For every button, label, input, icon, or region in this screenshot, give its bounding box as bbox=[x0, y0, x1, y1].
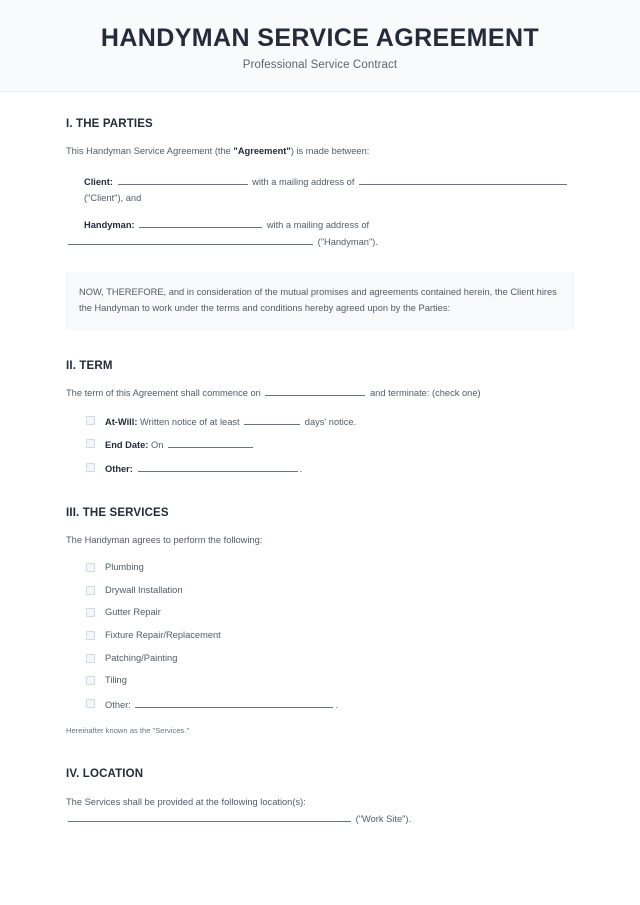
services-intro: The Handyman agrees to perform the following: bbox=[66, 535, 263, 546]
page-subtitle: Professional Service Contract bbox=[242, 59, 398, 71]
parties-intro bbox=[66, 144, 574, 160]
services-footnote: Hereinafter known as the "Services." bbox=[66, 725, 190, 735]
checkbox-term-other[interactable] bbox=[86, 463, 95, 472]
client-name-blank[interactable] bbox=[118, 175, 248, 185]
term-intro-after: and terminate: (check one) bbox=[370, 387, 481, 398]
section-location bbox=[66, 768, 574, 827]
now-therefore-callout bbox=[66, 272, 574, 330]
section-heading-location: IV. LOCATION bbox=[66, 768, 144, 781]
handyman-address-line bbox=[66, 234, 574, 250]
checkbox-tiling[interactable] bbox=[86, 676, 95, 685]
end-date-before: On bbox=[150, 440, 164, 451]
term-option-other[interactable] bbox=[86, 462, 574, 476]
parties-intro-after: ) is made between: bbox=[290, 146, 370, 156]
service-item-plumbing[interactable] bbox=[86, 562, 574, 574]
term-intro-before: The term of this Agreement shall commence on bbox=[66, 387, 261, 398]
handyman-suffix: ("Handyman"). bbox=[317, 236, 378, 247]
service-label-tiling: Tiling bbox=[105, 675, 127, 686]
term-options-list bbox=[66, 415, 574, 476]
location-suffix: ("Work Site"). bbox=[355, 813, 412, 824]
handyman-mid-text: with a mailing address of bbox=[266, 220, 370, 231]
service-item-drywall[interactable] bbox=[86, 585, 574, 597]
handyman-label: Handyman: bbox=[84, 220, 135, 231]
service-label-other bbox=[105, 698, 338, 712]
at-will-days-blank[interactable] bbox=[244, 415, 300, 425]
service-label-gutter: Gutter Repair bbox=[105, 607, 161, 618]
section-term bbox=[66, 360, 574, 476]
service-item-patching[interactable] bbox=[86, 653, 574, 665]
term-intro bbox=[66, 386, 574, 402]
service-label-drywall: Drywall Installation bbox=[105, 584, 183, 595]
service-label-plumbing: Plumbing bbox=[105, 562, 144, 573]
term-option-end-date-label bbox=[105, 438, 255, 452]
service-other-after: . bbox=[335, 699, 339, 710]
checkbox-end-date[interactable] bbox=[86, 439, 95, 448]
client-mid-text: with a mailing address of bbox=[252, 176, 355, 187]
term-option-other-label bbox=[105, 462, 302, 476]
checkbox-at-will[interactable] bbox=[86, 416, 95, 425]
service-other-blank[interactable] bbox=[135, 698, 333, 708]
handyman-name-blank[interactable] bbox=[139, 218, 262, 228]
checkbox-gutter[interactable] bbox=[86, 608, 95, 617]
party-spacer bbox=[84, 206, 574, 217]
term-other-after: . bbox=[299, 463, 303, 474]
parties-intro-before: This Handyman Service Agreement (the bbox=[66, 146, 234, 156]
service-item-other[interactable] bbox=[86, 698, 574, 712]
service-item-gutter[interactable] bbox=[86, 607, 574, 619]
section-parties bbox=[66, 118, 574, 250]
section-heading-parties: I. THE PARTIES bbox=[66, 118, 153, 130]
document-body bbox=[0, 92, 640, 828]
callout-text: NOW, THEREFORE, and in consideration of the mutual promises and agreements contained herein, the Client hires the Handyman to work under the terms and conditions hereby agreed upon by the Parties: bbox=[79, 286, 557, 313]
checkbox-fixture[interactable] bbox=[86, 631, 95, 640]
location-blank-line bbox=[66, 811, 574, 828]
handyman-address-blank[interactable] bbox=[68, 235, 313, 245]
document-header bbox=[0, 0, 640, 92]
section-heading-term: II. TERM bbox=[66, 359, 113, 372]
location-intro: The Services shall be provided at the following location(s): bbox=[66, 797, 306, 808]
location-blank[interactable] bbox=[68, 812, 351, 822]
party-fields bbox=[66, 174, 574, 250]
handyman-line bbox=[84, 217, 574, 233]
end-date-blank[interactable] bbox=[168, 438, 253, 448]
service-other-text: Other: bbox=[105, 699, 131, 710]
agreement-term: "Agreement" bbox=[233, 146, 291, 156]
service-item-tiling[interactable] bbox=[86, 675, 574, 687]
commencement-date-blank[interactable] bbox=[265, 386, 365, 396]
term-option-end-date[interactable] bbox=[86, 438, 574, 452]
section-services bbox=[66, 507, 574, 736]
at-will-before: Written notice of at least bbox=[140, 416, 240, 427]
client-label: Client: bbox=[84, 176, 113, 187]
end-date-bold: End Date: bbox=[105, 440, 149, 451]
page-title: HANDYMAN SERVICE AGREEMENT bbox=[100, 24, 540, 52]
client-line bbox=[84, 174, 574, 190]
service-label-patching: Patching/Painting bbox=[105, 652, 178, 663]
checkbox-drywall[interactable] bbox=[86, 586, 95, 595]
term-other-blank[interactable] bbox=[138, 462, 298, 472]
service-label-fixture: Fixture Repair/Replacement bbox=[105, 630, 221, 641]
checkbox-patching[interactable] bbox=[86, 654, 95, 663]
service-item-fixture[interactable] bbox=[86, 630, 574, 642]
at-will-after: days' notice. bbox=[304, 416, 357, 427]
term-option-at-will[interactable] bbox=[86, 415, 574, 429]
client-address-blank[interactable] bbox=[359, 175, 567, 185]
client-suffix-line: ("Client"), and bbox=[84, 193, 142, 204]
at-will-bold: At-Will: bbox=[105, 416, 138, 427]
checkbox-service-other[interactable] bbox=[86, 699, 95, 708]
term-other-bold: Other: bbox=[105, 463, 133, 474]
section-heading-services: III. THE SERVICES bbox=[66, 507, 169, 520]
services-options-list bbox=[66, 562, 574, 711]
term-option-at-will-label bbox=[105, 415, 356, 429]
checkbox-plumbing[interactable] bbox=[86, 563, 95, 572]
